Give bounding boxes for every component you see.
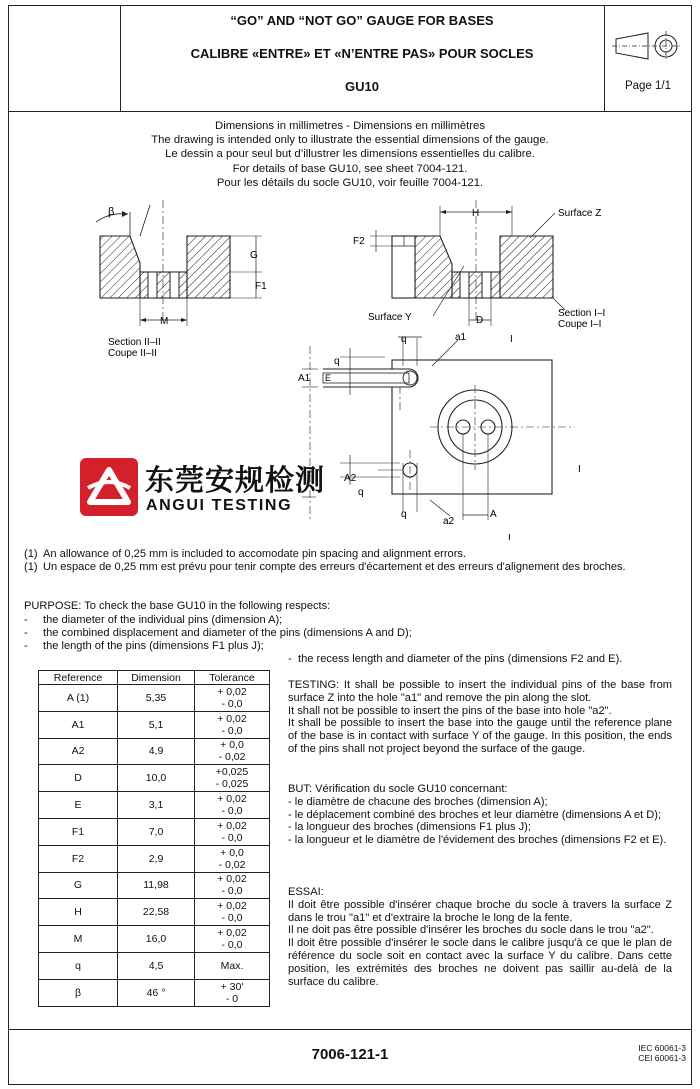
purpose-dash: - bbox=[24, 640, 28, 652]
cell-dim: 3,1 bbox=[118, 792, 195, 819]
footnote-fr-num: (1) bbox=[24, 561, 38, 573]
label-section1-en: Section I–I bbox=[558, 308, 606, 319]
cell-dim: 2,9 bbox=[118, 845, 195, 872]
iec-ref: IEC 60061-3 bbox=[638, 1043, 686, 1053]
title-fr: CALIBRE «ENTRE» ET «N’ENTRE PAS» POUR SOCLES bbox=[190, 46, 534, 61]
label-section1-fr: Coupe I–I bbox=[558, 319, 602, 330]
label-section2-fr: Coupe II–II bbox=[108, 348, 157, 359]
cell-ref: G bbox=[39, 872, 118, 899]
purpose-item: the recess length and diameter of the pins (dimensions F2 and E). bbox=[298, 653, 623, 665]
cell-tol bbox=[195, 765, 270, 792]
label-q-left: q bbox=[334, 356, 340, 367]
footer-rule bbox=[8, 1029, 692, 1030]
but-item: - la longueur des broches (dimensions F1 plus J); bbox=[288, 821, 531, 834]
cell-tol bbox=[195, 926, 270, 953]
essai-p1: Il doit être possible d'insérer chaque broche du socle à travers la surface Z dans le trou "a1" et d'extraire la broche le long de la fente. bbox=[288, 898, 672, 924]
footnote-fr-text: Un espace de 0,25 mm est prévu pour tenir compte des erreurs d'écartement et des erreurs d'alignement des broches. bbox=[43, 561, 626, 573]
cell-ref: D bbox=[39, 765, 118, 792]
dimension-table bbox=[38, 670, 270, 1007]
label-e: E bbox=[325, 373, 332, 383]
label-section2-en: Section II–II bbox=[108, 337, 161, 348]
tol-upper: + 0,0 bbox=[220, 846, 244, 859]
label-surface-y: Surface Y bbox=[368, 312, 412, 323]
cell-ref: F1 bbox=[39, 818, 118, 845]
label-q-bottom-left: q bbox=[358, 487, 364, 498]
intro-line: Le dessin a pour seul but d’illustrer les dimensions essentielles du calibre. bbox=[165, 148, 535, 160]
table-row bbox=[39, 979, 270, 1006]
purpose-dash: - bbox=[288, 653, 292, 665]
label-dim-a2: A2 bbox=[344, 473, 357, 484]
table-row bbox=[39, 685, 270, 712]
tol-upper: + 0,02 bbox=[217, 685, 247, 698]
cell-dim: 5,1 bbox=[118, 711, 195, 738]
table-row bbox=[39, 818, 270, 845]
but-item-text: la longueur des broches (dimensions F1 plus J); bbox=[294, 821, 531, 834]
cell-dim: 4,5 bbox=[118, 952, 195, 979]
header-right-divider bbox=[604, 5, 605, 111]
tol-lower: - 0,0 bbox=[221, 724, 243, 737]
purpose-item: the length of the pins (dimensions F1 plus J); bbox=[43, 640, 264, 652]
tol-lower: - 0,02 bbox=[218, 751, 246, 764]
tol-upper: + 0,02 bbox=[217, 793, 247, 806]
title-en: “GO” AND “NOT GO” GAUGE FOR BASES bbox=[230, 13, 494, 28]
table-row bbox=[39, 738, 270, 765]
tol-lower: - 0,02 bbox=[218, 858, 246, 871]
table-row bbox=[39, 845, 270, 872]
tol-single: Max. bbox=[220, 959, 244, 972]
footnote-en-num: (1) bbox=[24, 548, 38, 560]
table-row bbox=[39, 872, 270, 899]
cell-dim: 16,0 bbox=[118, 926, 195, 953]
table-row bbox=[39, 952, 270, 979]
label-roman-top: I bbox=[510, 334, 513, 345]
intro-line: For details of base GU10, see sheet 7004-121. bbox=[232, 163, 468, 175]
intro-line: Dimensions in millimetres - Dimensions en millimètres bbox=[215, 120, 485, 132]
cell-tol bbox=[195, 979, 270, 1006]
purpose-item: the diameter of the individual pins (dimension A); bbox=[43, 614, 283, 626]
tol-lower: - 0,025 bbox=[215, 778, 249, 791]
cell-tol bbox=[195, 685, 270, 712]
tol-upper: + 0,02 bbox=[217, 927, 247, 940]
plan-view bbox=[302, 337, 575, 520]
tol-upper: + 0,02 bbox=[217, 819, 247, 832]
cei-ref: CEI 60061-3 bbox=[638, 1053, 686, 1063]
cell-dim: 11,98 bbox=[118, 872, 195, 899]
purpose-dash: - bbox=[24, 627, 28, 639]
but-heading: BUT: Vérification du socle GU10 concernant: bbox=[288, 783, 508, 795]
col-header-tolerance: Tolerance bbox=[195, 671, 270, 685]
footnote-en-text: An allowance of 0,25 mm is included to accomodate pin spacing and alignment errors. bbox=[43, 548, 467, 560]
watermark-cn: 东莞安规检测 bbox=[145, 465, 326, 497]
tol-upper: + 0,0 bbox=[220, 739, 244, 752]
label-a2-hole: a2 bbox=[443, 516, 455, 527]
cell-dim: 4,9 bbox=[118, 738, 195, 765]
cell-tol bbox=[195, 899, 270, 926]
essai-p3: Il doit être possible d'insérer le socle dans le calibre jusqu'à ce que le plan de référence du socle soit en contact avec la surface Y du calibre. Dans cette position, les extrémités des broches ne doivent pas saillir au-delà de la surface du calibre. bbox=[288, 937, 672, 988]
cell-dim: 22,58 bbox=[118, 899, 195, 926]
label-a1-hole: a1 bbox=[455, 332, 467, 343]
label-g: G bbox=[250, 250, 258, 261]
label-surface-z: Surface Z bbox=[558, 208, 602, 219]
label-a: A bbox=[490, 509, 497, 520]
cell-tol bbox=[195, 845, 270, 872]
testing-section bbox=[288, 679, 672, 756]
label-m: M bbox=[160, 316, 169, 327]
testing-p3: It shall be possible to insert the base into the gauge until the reference plane of the base is in contact with surface Y of the gauge. In this position, the ends of the pins shall not project beyond the surface of the gauge. bbox=[288, 717, 672, 755]
label-f2: F2 bbox=[353, 236, 365, 247]
cell-tol bbox=[195, 711, 270, 738]
label-dim-a1: A1 bbox=[298, 373, 311, 384]
cell-ref: q bbox=[39, 952, 118, 979]
tol-lower: - 0,0 bbox=[221, 912, 243, 925]
but-item-text: la longueur et le diamètre de l'évidement des broches (dimensions F2 et E). bbox=[294, 834, 667, 847]
title-code: GU10 bbox=[345, 79, 379, 94]
testing-p2: It shall not be possible to insert the pins of the base into hole "a2". bbox=[288, 704, 612, 717]
label-d: D bbox=[476, 315, 484, 326]
intro-line: The drawing is intended only to illustrate the essential dimensions of the gauge. bbox=[151, 134, 549, 146]
section-i-view bbox=[370, 200, 565, 326]
section-ii-view bbox=[96, 200, 262, 326]
cell-ref: H bbox=[39, 899, 118, 926]
label-q-bottom: q bbox=[401, 509, 407, 520]
table-row bbox=[39, 926, 270, 953]
testing-p1: TESTING: It shall be possible to insert the individual pins of the base from surface Z into the hole "a1" and remove the pin along the slot. bbox=[288, 679, 672, 704]
tol-upper: + 30' bbox=[220, 980, 244, 993]
page-number: Page 1/1 bbox=[624, 80, 672, 92]
tol-lower: - 0,0 bbox=[221, 697, 243, 710]
header-bottom-rule bbox=[8, 111, 692, 112]
col-header-dimension: Dimension bbox=[118, 671, 195, 685]
watermark-en: ANGUI TESTING bbox=[146, 497, 293, 514]
essai-section bbox=[288, 886, 672, 988]
cell-dim: 10,0 bbox=[118, 765, 195, 792]
label-roman-right: I bbox=[578, 464, 581, 475]
but-item-text: le déplacement combiné des broches et leur diamètre (dimensions A et D); bbox=[294, 808, 662, 821]
cell-ref: A2 bbox=[39, 738, 118, 765]
tol-lower: - 0,0 bbox=[221, 885, 243, 898]
intro-line: Pour les détails du socle GU10, voir feuille 7004-121. bbox=[216, 177, 484, 189]
table-row bbox=[39, 792, 270, 819]
cell-tol bbox=[195, 872, 270, 899]
angui-logo-icon bbox=[80, 458, 138, 516]
essai-p2: Il ne doit pas être possible d'insérer les broches du socle dans le trou "a2". bbox=[288, 924, 654, 937]
cell-tol bbox=[195, 952, 270, 979]
gauge-projection-symbol-icon bbox=[612, 28, 684, 64]
cell-ref: M bbox=[39, 926, 118, 953]
cell-ref: F2 bbox=[39, 845, 118, 872]
tol-lower: - 0,0 bbox=[221, 831, 243, 844]
essai-heading: ESSAI: bbox=[288, 886, 324, 898]
tol-upper: +0,025 bbox=[215, 766, 249, 779]
purpose-dash: - bbox=[24, 614, 28, 626]
but-section bbox=[288, 783, 672, 847]
purpose-item: the combined displacement and diameter of the pins (dimensions A and D); bbox=[43, 627, 412, 639]
tol-lower: - 0,0 bbox=[221, 805, 243, 818]
sheet-number: 7006-121-1 bbox=[311, 1046, 389, 1063]
label-roman-bottom: I bbox=[508, 533, 511, 540]
cell-dim: 7,0 bbox=[118, 818, 195, 845]
cell-tol bbox=[195, 818, 270, 845]
but-item: - le déplacement combiné des broches et leur diamètre (dimensions A et D); bbox=[288, 808, 662, 821]
tol-upper: + 0,02 bbox=[217, 712, 247, 725]
tol-lower: - 0 bbox=[225, 992, 239, 1005]
cell-ref: A (1) bbox=[39, 685, 118, 712]
table-row bbox=[39, 765, 270, 792]
cell-ref: E bbox=[39, 792, 118, 819]
purpose-heading: PURPOSE: To check the base GU10 in the following respects: bbox=[24, 600, 331, 612]
cell-ref: A1 bbox=[39, 711, 118, 738]
tol-lower: - 0,0 bbox=[221, 939, 243, 952]
label-beta: β bbox=[108, 206, 115, 218]
label-q-top: q bbox=[401, 334, 407, 345]
tol-upper: + 0,02 bbox=[217, 873, 247, 886]
cell-dim: 5,35 bbox=[118, 685, 195, 712]
cell-ref: β bbox=[39, 979, 118, 1006]
but-item-text: le diamètre de chacune des broches (dimension A); bbox=[294, 795, 548, 808]
cell-tol bbox=[195, 738, 270, 765]
table-row bbox=[39, 711, 270, 738]
col-header-reference: Reference bbox=[39, 671, 118, 685]
label-f1: F1 bbox=[255, 281, 267, 292]
tol-upper: + 0,02 bbox=[217, 900, 247, 913]
cell-tol bbox=[195, 792, 270, 819]
cell-dim: 46 ° bbox=[118, 979, 195, 1006]
but-item: - le diamètre de chacune des broches (dimension A); bbox=[288, 795, 548, 808]
table-row bbox=[39, 899, 270, 926]
label-h: H bbox=[472, 208, 480, 219]
but-item: - la longueur et le diamètre de l'évidement des broches (dimensions F2 et E). bbox=[288, 834, 667, 847]
